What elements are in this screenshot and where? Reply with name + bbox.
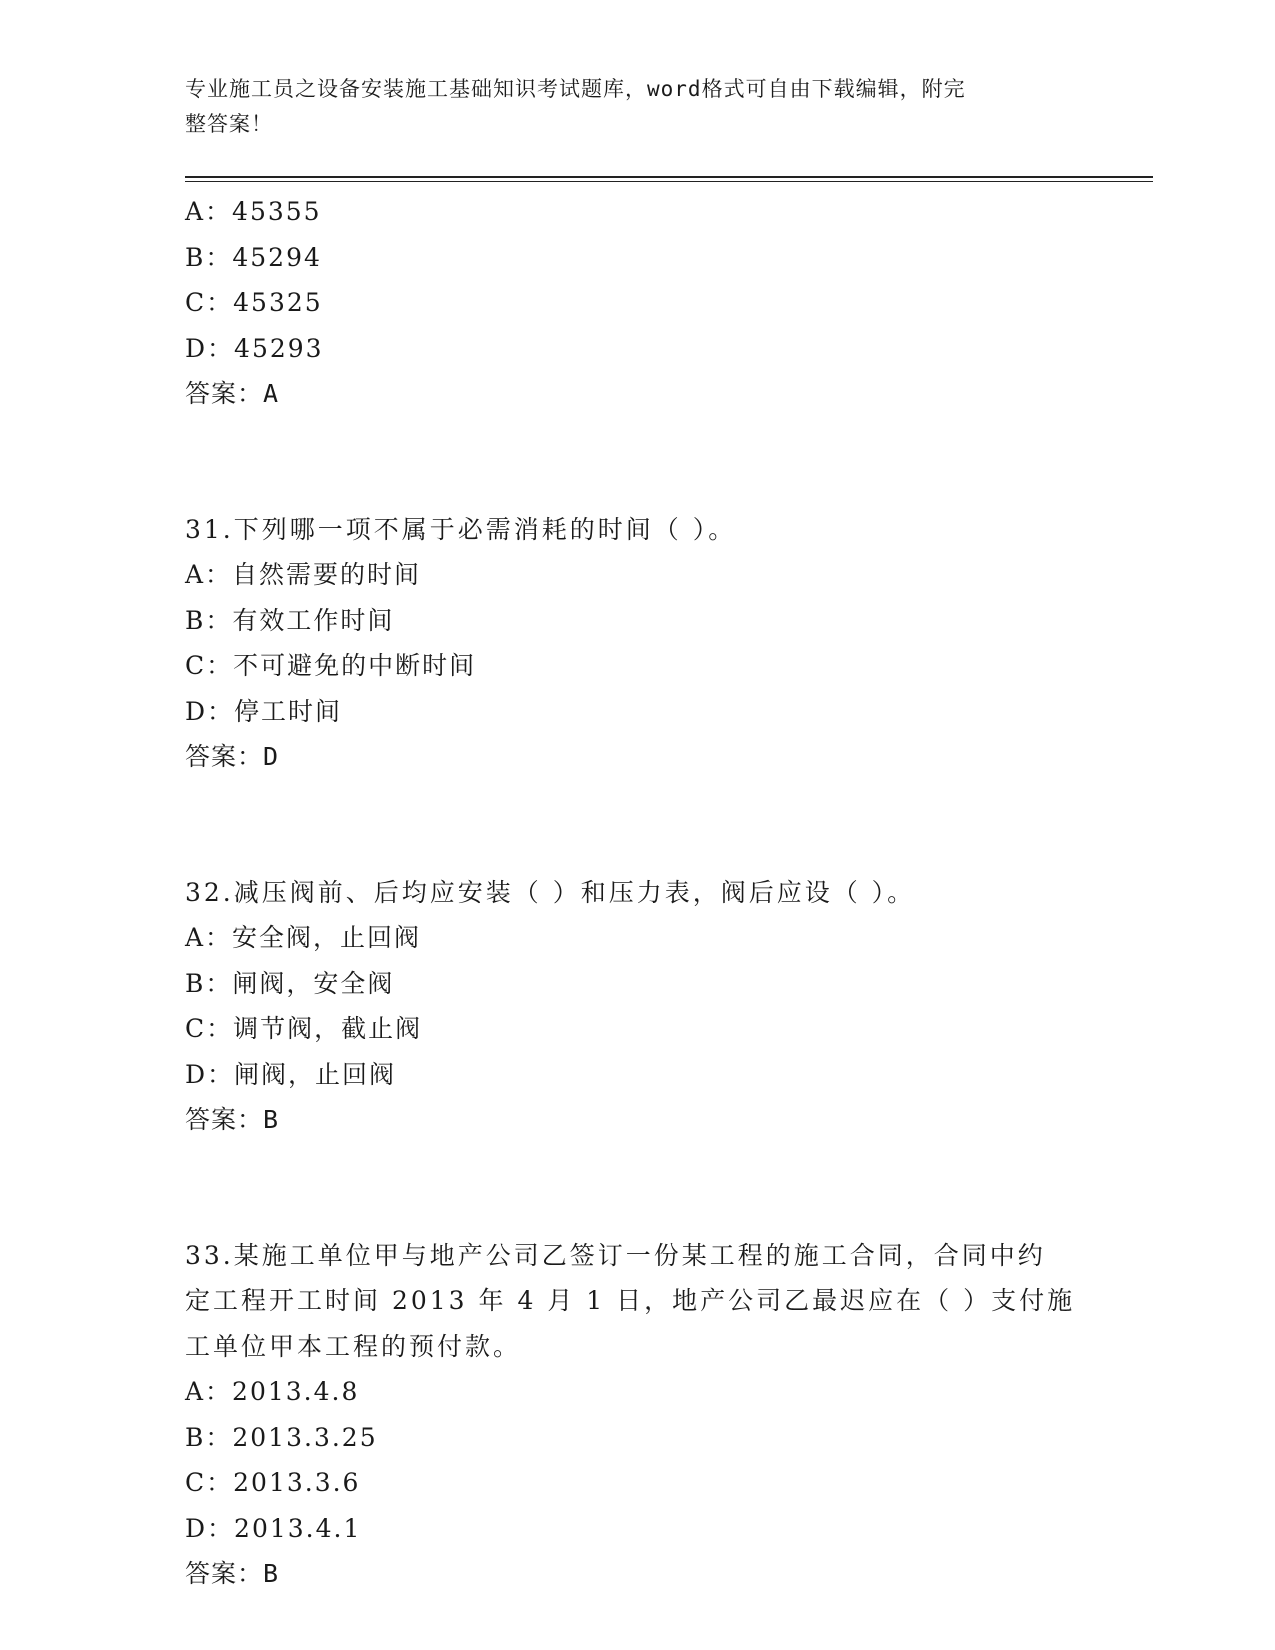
answer: 答案：D <box>185 742 280 771</box>
question-32 <box>185 870 1085 1143</box>
spacer <box>185 1143 1085 1233</box>
spacer <box>185 780 1085 870</box>
option-b: B：有效工作时间 <box>185 605 395 635</box>
option-a: A：45355 <box>185 197 322 226</box>
question-text: 32.减压阀前、后均应安装（ ）和压力表，阀后应设（ ）。 <box>185 877 916 907</box>
question-text: 31.下列哪一项不属于必需消耗的时间（ ）。 <box>185 514 737 544</box>
option-d: D：闸阀，止回阀 <box>185 1059 397 1089</box>
question-31 <box>185 507 1085 780</box>
option-a: A：2013.4.8 <box>185 1377 360 1406</box>
header-line-2: 整答案！ <box>185 112 273 136</box>
option-b: B：2013.3.25 <box>185 1422 378 1452</box>
option-c: C：2013.3.6 <box>185 1468 361 1497</box>
option-d: D：45293 <box>185 333 324 363</box>
page-header <box>185 72 1065 142</box>
option-a: A：安全阀，止回阀 <box>185 923 422 952</box>
answer: 答案：B <box>185 1559 280 1588</box>
header-rule-thick <box>185 176 1153 178</box>
header-line-1: 专业施工员之设备安装施工基础知识考试题库，word格式可自由下载编辑，附完 <box>185 77 966 101</box>
answer: 答案：B <box>185 1105 280 1134</box>
question-30 <box>185 189 1085 417</box>
option-d: D：2013.4.1 <box>185 1513 362 1543</box>
option-d: D：停工时间 <box>185 696 343 726</box>
option-b: B：闸阀，安全阀 <box>185 968 395 998</box>
option-a: A：自然需要的时间 <box>185 560 422 589</box>
option-c: C：45325 <box>185 288 323 317</box>
option-b: B：45294 <box>185 242 322 272</box>
option-c: C：调节阀，截止阀 <box>185 1014 423 1043</box>
question-list <box>185 189 1085 1597</box>
question-text-line-2: 定工程开工时间 2013 年 4 月 1 日，地产公司乙最迟应在（ ）支付施 <box>185 1286 1076 1315</box>
question-33 <box>185 1233 1085 1597</box>
spacer <box>185 417 1085 507</box>
option-c: C：不可避免的中断时间 <box>185 651 477 680</box>
answer: 答案：A <box>185 379 280 408</box>
question-text-line-3: 工单位甲本工程的预付款。 <box>185 1331 522 1361</box>
header-rule-thin <box>185 181 1153 182</box>
question-text-line-1: 33.某施工单位甲与地产公司乙签订一份某工程的施工合同，合同中约 <box>185 1240 1046 1270</box>
